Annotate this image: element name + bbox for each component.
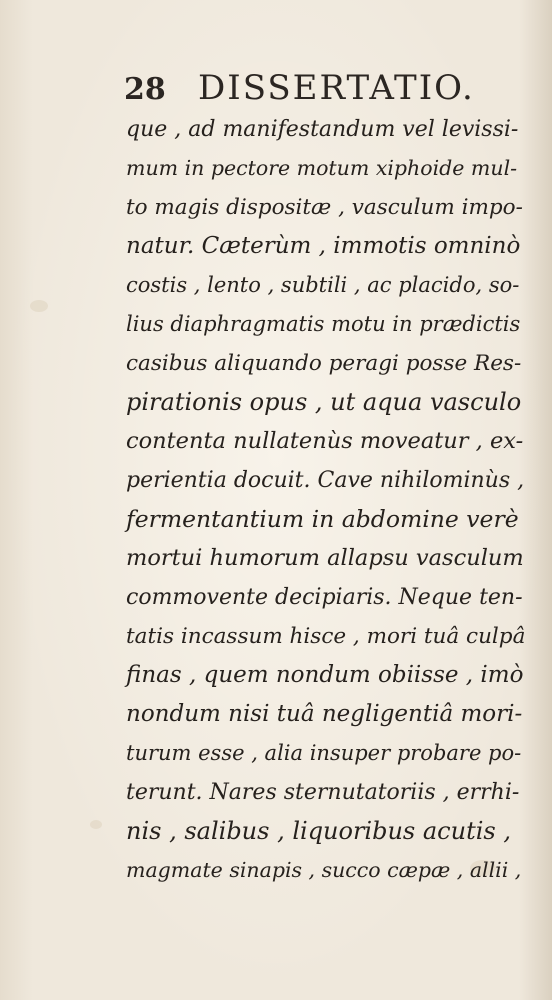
text-line: turum esse , alia insuper probare po- [126,741,522,765]
text-line: nis , salibus , liquoribus acutis , [126,817,511,845]
running-title: DISSERTATIO. [198,68,475,108]
text-line: tatis incassum hisce , mori tuâ culpâ [126,624,526,649]
text-line: contenta nullatenùs moveatur , ex- [126,428,524,454]
text-line: natur. Cæterùm , immotis omninò [126,233,521,259]
text-line: perientia docuit. Cave nihilominùs , [126,468,525,493]
body-text [126,110,526,890]
text-line: que , ad manifestandum vel levissi- [126,117,519,142]
paper-stain [90,820,102,829]
paper-stain [30,300,48,312]
text-line: pirationis opus , ut aqua vasculo [126,388,522,416]
page-header [124,62,484,112]
text-line: terunt. Nares sternutatoriis , errhi- [126,780,520,805]
text-line: mortui humorum allapsu vasculum [126,545,524,571]
text-line: finas , quem nondum obiisse , imò [126,662,524,688]
text-line: nondum nisi tuâ negligentiâ mori- [126,701,523,727]
text-line: casibus aliquando peragi posse Res- [126,351,522,376]
text-line: mum in pectore motum xiphoide mul- [126,156,518,180]
page-number: 28 [124,72,166,107]
text-line: costis , lento , subtili , ac placido, so- [126,273,520,297]
text-line: lius diaphragmatis motu in prædictis [126,312,521,336]
text-line: magmate sinapis , succo cæpæ , allii , [126,858,522,882]
text-line: fermentantium in abdomine verè [126,505,519,533]
text-line: to magis dispositæ , vasculum impo- [126,195,523,220]
text-line: commovente decipiaris. Neque ten- [126,585,523,610]
